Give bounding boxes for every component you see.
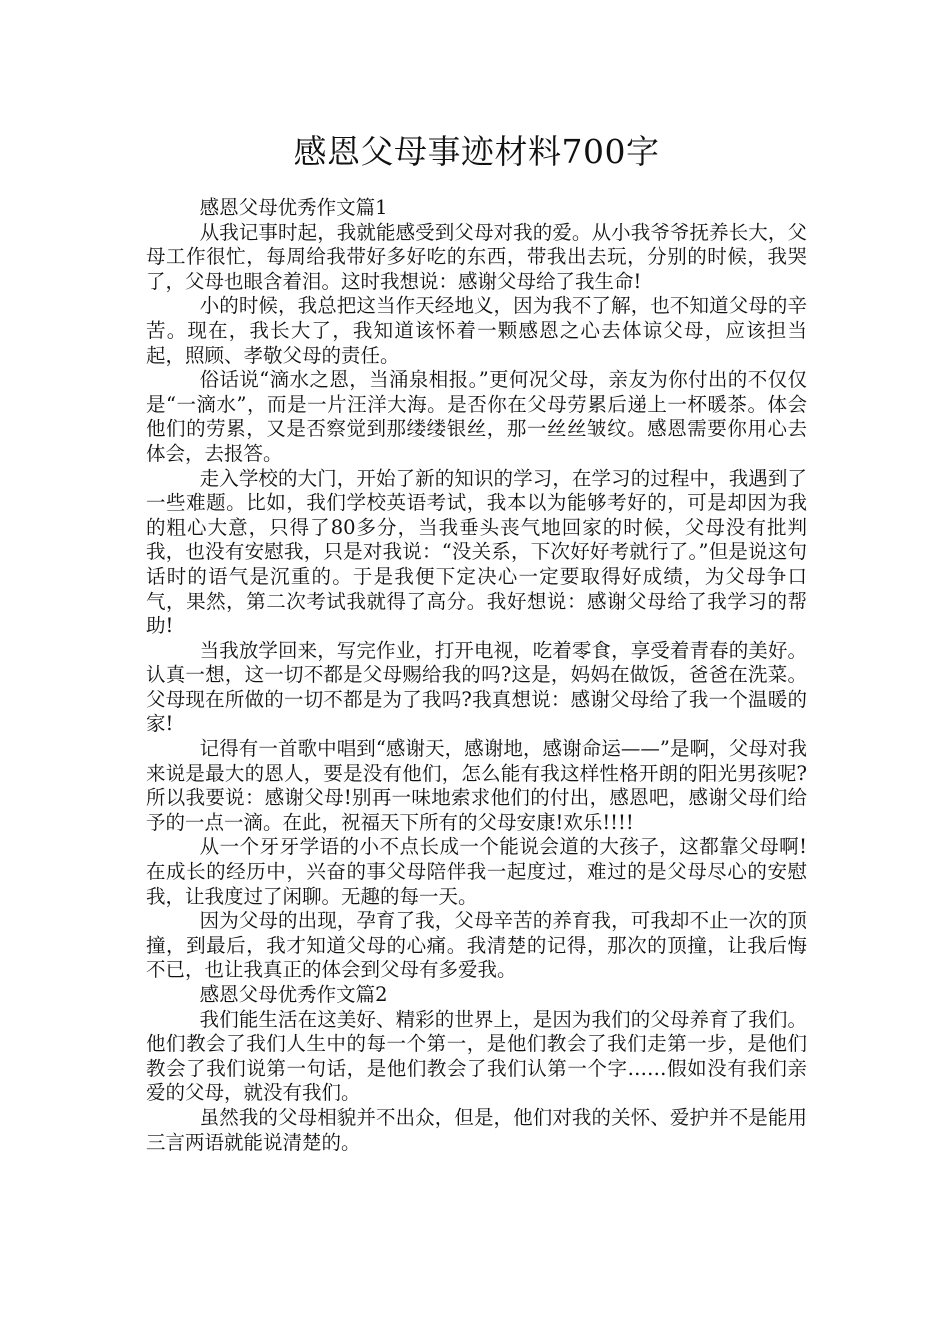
document-title: 感恩父母事迹材料700字 xyxy=(293,132,660,171)
paragraph: 从一个牙牙学语的小不点长成一个能说会道的大孩子，这都靠父母啊!在成长的经历中，兴奋的事父母陪伴我一起度过，难过的是父母尽心的安慰我，让我度过了闲聊。无趣的每一天。 xyxy=(146,835,807,908)
section-heading: 感恩父母优秀作文篇1 xyxy=(199,196,388,219)
paragraph: 俗话说“滴水之恩，当涌泉相报。”更何况父母，亲友为你付出的不仅仅是“一滴水”，而是一片汪洋大海。是否你在父母劳累后递上一杯暖茶。体会他们的劳累，又是否察觉到那缕缕银丝，那一丝丝皱纹。感恩需要你用心去体会，去报答。 xyxy=(146,368,807,465)
paragraph: 从我记事时起，我就能感受到父母对我的爱。从小我爷爷抚养长大，父母工作很忙，每周给我带好多好吃的东西，带我出去玩，分别的时候，我哭了，父母也眼含着泪。这时我想说：感谢父母给了我生命! xyxy=(146,220,807,293)
paragraph: 我们能生活在这美好、精彩的世界上，是因为我们的父母养育了我们。他们教会了我们人生中的每一个第一，是他们教会了我们走第一步，是他们教会了我们说第一句话，是他们教会了我们认第一个字……假如没有我们亲爱的父母，就没有我们。 xyxy=(146,1007,807,1105)
paragraph: 因为父母的出现，孕育了我，父母辛苦的养育我，可我却不止一次的顶撞，到最后，我才知道父母的心痛。我清楚的记得，那次的顶撞，让我后悔不已，也让我真正的体会到父母有多爱我。 xyxy=(146,909,807,982)
paragraph: 小的时候，我总把这当作天经地义，因为我不了解，也不知道父母的辛苦。现在，我长大了，我知道该怀着一颗感恩之心去体谅父母，应该担当起，照顾、孝敬父母的责任。 xyxy=(146,294,807,367)
paragraph: 当我放学回来，写完作业，打开电视，吃着零食，享受着青春的美好。认真一想，这一切不都是父母赐给我的吗?这是，妈妈在做饭，爸爸在洗菜。父母现在所做的一切不都是为了我吗?我真想说：感谢父母给了我一个温暖的家! xyxy=(146,638,807,736)
section-heading: 感恩父母优秀作文篇2 xyxy=(199,983,388,1006)
paragraph: 记得有一首歌中唱到“感谢天，感谢地，感谢命运——”是啊，父母对我来说是最大的恩人，要是没有他们，怎么能有我这样性格开朗的阳光男孩呢?所以我要说：感谢父母!别再一味地索求他们的付出，感恩吧，感谢父母们给予的一点一滴。在此，祝福天下所有的父母安康!欢乐!!!! xyxy=(146,737,807,834)
paragraph: 虽然我的父母相貌并不出众，但是，他们对我的关怀、爱护并不是能用三言两语就能说清楚的。 xyxy=(146,1105,807,1154)
paragraph: 走入学校的大门，开始了新的知识的学习，在学习的过程中，我遇到了一些难题。比如，我们学校英语考试，我本以为能够考好的，可是却因为我的粗心大意，只得了80多分，当我垂头丧气地回家的时候，父母没有批判我，也没有安慰我，只是对我说：“没关系，下次好好考就行了。”但是说这句话时的语气是沉重的。于是我便下定决心一定要取得好成绩，为父母争口气，果然，第二次考试我就得了高分。我好想说：感谢父母给了我学习的帮助! xyxy=(146,466,807,638)
document-body xyxy=(146,196,807,1155)
